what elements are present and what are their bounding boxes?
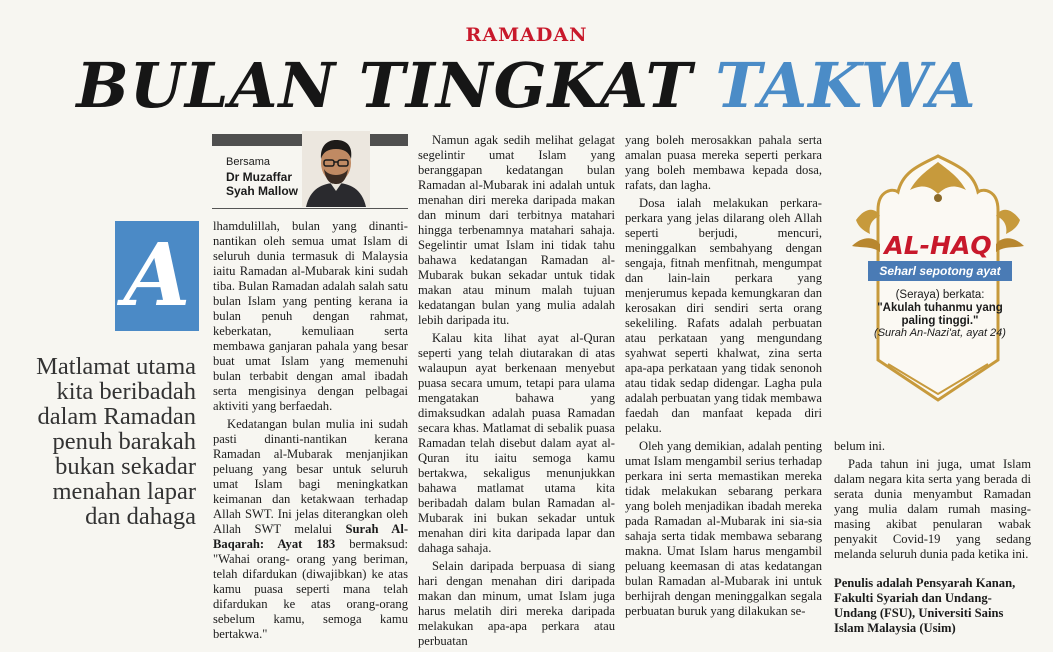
quote-intro: (Seraya) berkata: xyxy=(895,289,985,301)
paragraph: Namun agak sedih melihat gelagat segelintir umat Islam yang beranggapan kedatangan bulan Ramadan al-Mubarak ini adalah untuk menahan diri mereka daripada makan dan minum dari terbitnya matahari hingga terbenamnya matahari sahaja. Segelintir umat Islam ini tidak tahu bahawa kedatangan Ramadan al-Mubarak bukan sekadar untuk tidak makan atau minum malah tujuan kedatangan bulan yang mulia adalah lebih daripada itu. xyxy=(418,133,615,327)
al-haq-quote xyxy=(874,289,1006,328)
verse-reference: Surah Al-Baqarah: Ayat 183 xyxy=(213,522,409,551)
paragraph: lhamdulillah, bulan yang dinanti-nantikan oleh semua umat Islam di seluruh dunia termasuk di Malaysia iaitu Ramadan al-Mubarak kini sudah tiba. Bulan Ramadan adalah salah satu bulan Islam yang penting kerana ia bulan penuh dengan rahmat, keberkatan, kemuliaan serta membawa ganjaran pahala yang besar buat umat Islam yang memenuhi bulan terbabit dengan amal ibadah serta mengisinya dengan pelbagai aktiviti yang berfaedah. xyxy=(213,219,408,413)
al-haq-title: AL-HAQ xyxy=(884,231,992,260)
text-run: Kedatangan bulan mulia ini sudah pasti dinanti-nantikan kerana Ramadan al-Mubarak menjanjikan peluang yang besar untuk seluruh umat Islam bagi meningkatkan keimanan dan ketakwaan terhadap Allah SWT. Ini jelas diterangkan oleh Allah SWT melalui xyxy=(213,417,408,536)
author-photo xyxy=(302,131,370,207)
headline xyxy=(0,48,1053,124)
section-label: RAMADAN xyxy=(465,24,588,46)
article-column-1 xyxy=(213,219,408,645)
article-column-3 xyxy=(625,133,822,622)
paragraph xyxy=(213,417,408,642)
quote-text: "Akulah tuhanmu yang paling tinggi." xyxy=(877,302,1003,327)
pull-quote: Matlamat utama kita beribadah dalam Ramadan penuh barakah bukan sekadar menahan lapar dan dahaga xyxy=(36,353,196,530)
paragraph: belum ini. xyxy=(834,439,886,453)
byline-divider xyxy=(212,208,408,209)
paragraph: Oleh yang demikian, adalah penting umat Islam mengambil serius terhadap perkara ini serta memastikan mereka tidak melakukan sebarang perkara yang boleh menjadikan ibadah mereka pada Ramadan al-Mubarak ini sia-sia sahaja serta tidak membawa sebarang makna. Umat Islam harus mengambil peluang keemasan di atas kedatangan bulan Ramadan al-Mubarak ini untuk berhijrah dengan meninggalkan segala perbuatan buruk yang dilakukan se- xyxy=(625,439,822,618)
paragraph: Selain daripada berpuasa di siang hari dengan menahan diri daripada makan dan minum, umat Islam juga harus melatih diri mereka daripada melakukan apa-apa perkara atau perbuatan xyxy=(418,559,615,648)
paragraph: Dosa ialah melakukan perkara-perkara yang jelas dilarang oleh Allah seperti berjudi, mencuri, meninggalkan sembahyang dengan sengaja, fitnah menfitnah, mengumpat dan lain-lain perkara yang menjerumus kepada kemungkaran dan kerosakan diri sendiri serta orang sekeliling. Rafats adalah perbuatan atau perkataan yang mengundang syahwat seperti khalwat, zina serta apa-apa perkataan yang tidak senonoh atau tidak sedap didengar. Lagha pula adalah perbuatan yang tidak membawa faedah dan manfaat kepada diri pelaku. xyxy=(625,196,822,435)
headline-part-1: BULAN TINGKAT xyxy=(76,49,693,122)
al-haq-reference: (Surah An-Nazi'at, ayat 24) xyxy=(874,327,1006,339)
article-column-4 xyxy=(834,439,1031,639)
headline-part-2: TAKWA xyxy=(715,49,977,122)
paragraph: Kalau kita lihat ayat al-Quran seperti yang telah diutarakan di atas walaupun ayat berkenaan menyebut puasa secara umum, tetapi para ulama mengatakan bahawa yang dimaksudkan adalah puasa Ramadan secara khas. Matlamat di sebalik puasa Ramadan telah disebut dalam ayat al-Quran itu iaitu semoga kamu bertakwa, sekaligus menunjukkan bahawa matlamat utama kita beribadah dalam bulan Ramadan al-Mubarak ini bukan sekadar untuk menahan diri kita daripada lapar dan dahaga sahaja. xyxy=(418,331,615,555)
byline-label: Bersama xyxy=(226,156,271,168)
paragraph: yang boleh merosakkan pahala serta amalan puasa mereka seperti perkara yang boleh membawa kepada dosa, rafats, dan lagha. xyxy=(625,133,822,192)
drop-cap: A xyxy=(115,221,199,331)
al-haq-subtitle: Seharl sepotong ayat xyxy=(868,261,1012,281)
author-note: Penulis adalah Pensyarah Kanan, Fakulti Syariah dan Undang-Undang (FSU), Universiti Sains Islam Malaysia (Usim) xyxy=(834,576,1016,635)
paragraph: Pada tahun ini juga, umat Islam dalam negara kita serta yang berada di serata dunia menyambut Ramadan yang mulia dalam rumah masing-masing akibat penularan wabak penyakit Covid-19 yang sedang melanda seluruh dunia pada ketika ini. xyxy=(834,457,1031,561)
article-column-2 xyxy=(418,133,615,652)
text-run: bermaksud: "Wahai orang- orang yang beriman, telah difardukan (diwajibkan) ke atas kamu puasa seperti mana telah difardukan ke atas orang-orang sebelum kamu, semoga kamu bertakwa." xyxy=(213,537,408,641)
author-name: Dr Muzaffar Syah Mallow xyxy=(226,170,299,198)
